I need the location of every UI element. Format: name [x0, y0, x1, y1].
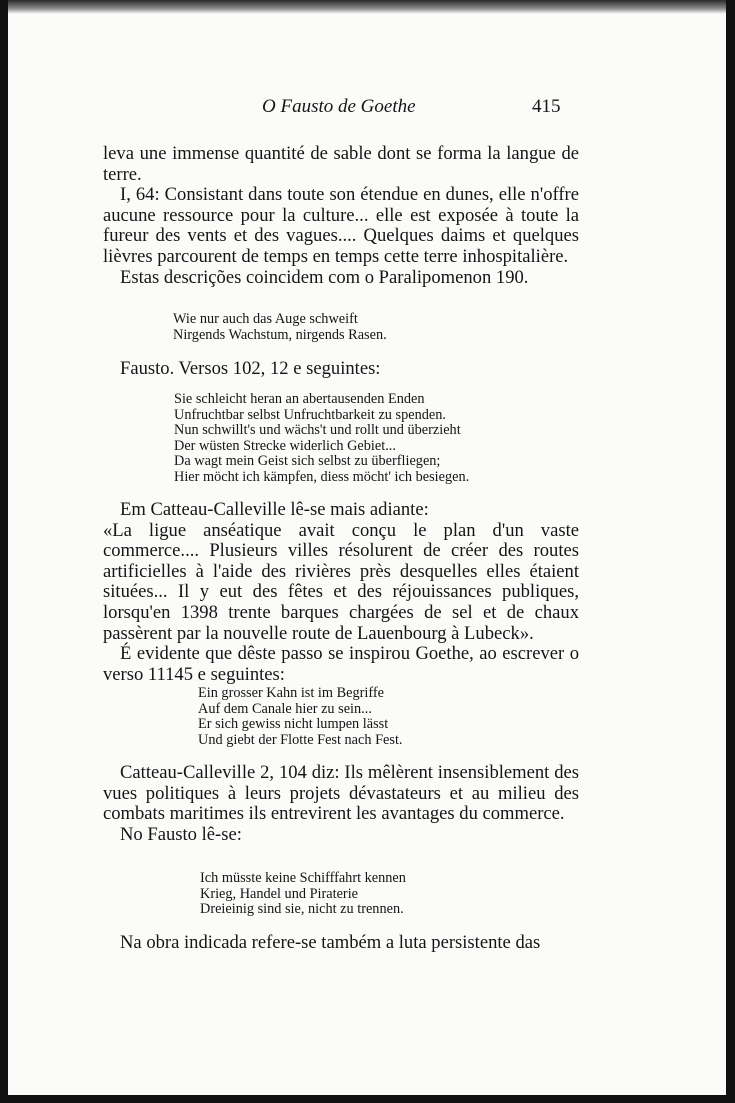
- paragraph: Catteau-Calleville 2, 104 diz: Ils mêlèrent insensiblement des vues politiques à leurs projets dévastateurs et au milieu des combats maritimes ils entrevirent les avantages du commerce.: [103, 762, 579, 825]
- verse-line: Er sich gewiss nicht lumpen lässt: [198, 716, 389, 733]
- verse-quote-2: [174, 392, 469, 486]
- verse-quote-4: [200, 871, 406, 918]
- verse-line: Krieg, Handel und Piraterie: [200, 885, 359, 902]
- verse-quote-1: [173, 312, 387, 343]
- verse-line: Unfruchtbar selbst Unfruchtbarkeit zu spenden.: [174, 406, 446, 423]
- paragraph: I, 64: Consistant dans toute son étendue en dunes, elle n'offre aucune ressource pour la culture... elle est exposée à toute la fureur des vents et des vagues.... Quelques daims et quelques lièvres parcourent de temps en temps cette terre inhospitalière.: [103, 184, 579, 267]
- paragraph: É evidente que dêste passo se inspirou Goethe, ao escrever o verso 11145 e seguintes:: [103, 643, 579, 685]
- paragraph: Estas descrições coincidem com o Paralipomenon 190.: [120, 266, 529, 288]
- text-block-3: [103, 500, 579, 685]
- paragraph: Na obra indicada refere-se também a luta persistente das: [120, 932, 541, 953]
- text-block-4: [103, 763, 579, 845]
- verse-line: Nirgends Wachstum, nirgends Rasen.: [173, 326, 387, 343]
- verse-line: Nun schwillt's und wächs't und rollt und überzieht: [174, 422, 461, 439]
- verse-line: Dreieinig sind sie, nicht zu trennen.: [200, 901, 404, 918]
- paragraph: Em Catteau-Calleville lê-se mais adiante:: [120, 499, 429, 520]
- verse-line: Da wagt mein Geist sich selbst zu überfliegen;: [174, 453, 441, 470]
- running-header: [0, 96, 735, 122]
- verse-line: Und giebt der Flotte Fest nach Fest.: [198, 731, 403, 748]
- verse-line: Der wüsten Strecke widerlich Gebiet...: [174, 437, 396, 454]
- text-block-5: [103, 933, 579, 954]
- running-title: O Fausto de Goethe: [262, 96, 416, 117]
- scan-edge-right: [726, 0, 735, 1103]
- paragraph: «La ligue anséatique avait conçu le plan d'un vaste commerce.... Plusieurs villes résolurent de créer des routes artificielles à l'aide des rivières près desquelles elles étaient situées... Il y eut des fêtes et des réjouissances publiques, lorsqu'en 1398 trente barques chargées de sel et de chaux passèrent par la nouvelle route de Lauenbourg à Lubeck».: [103, 519, 579, 644]
- paragraph: No Fausto lê-se:: [120, 823, 242, 845]
- verse-line: Auf dem Canale hier zu sein...: [198, 700, 372, 717]
- paragraph: leva une immense quantité de sable dont se forma la langue de terre.: [103, 143, 579, 185]
- scan-edge-left: [0, 0, 8, 1103]
- verse-line: Ich müsste keine Schifffahrt kennen: [200, 870, 406, 886]
- verse-line: Ein grosser Kahn ist im Begriffe: [198, 685, 384, 701]
- scan-edge-bottom: [0, 1095, 735, 1103]
- verse-quote-3: [198, 686, 403, 748]
- verse-line: Sie schleicht heran an abertausenden Enden: [174, 391, 425, 407]
- text-block-2: [103, 359, 579, 380]
- page-number: 415: [532, 96, 561, 117]
- text-block-1: [103, 144, 579, 288]
- scan-edge-top: [0, 0, 735, 14]
- verse-line: Wie nur auch das Auge schweift: [173, 311, 358, 327]
- paragraph: Fausto. Versos 102, 12 e seguintes:: [120, 358, 381, 379]
- verse-line: Hier möcht ich kämpfen, diess möcht' ich besiegen.: [174, 468, 470, 485]
